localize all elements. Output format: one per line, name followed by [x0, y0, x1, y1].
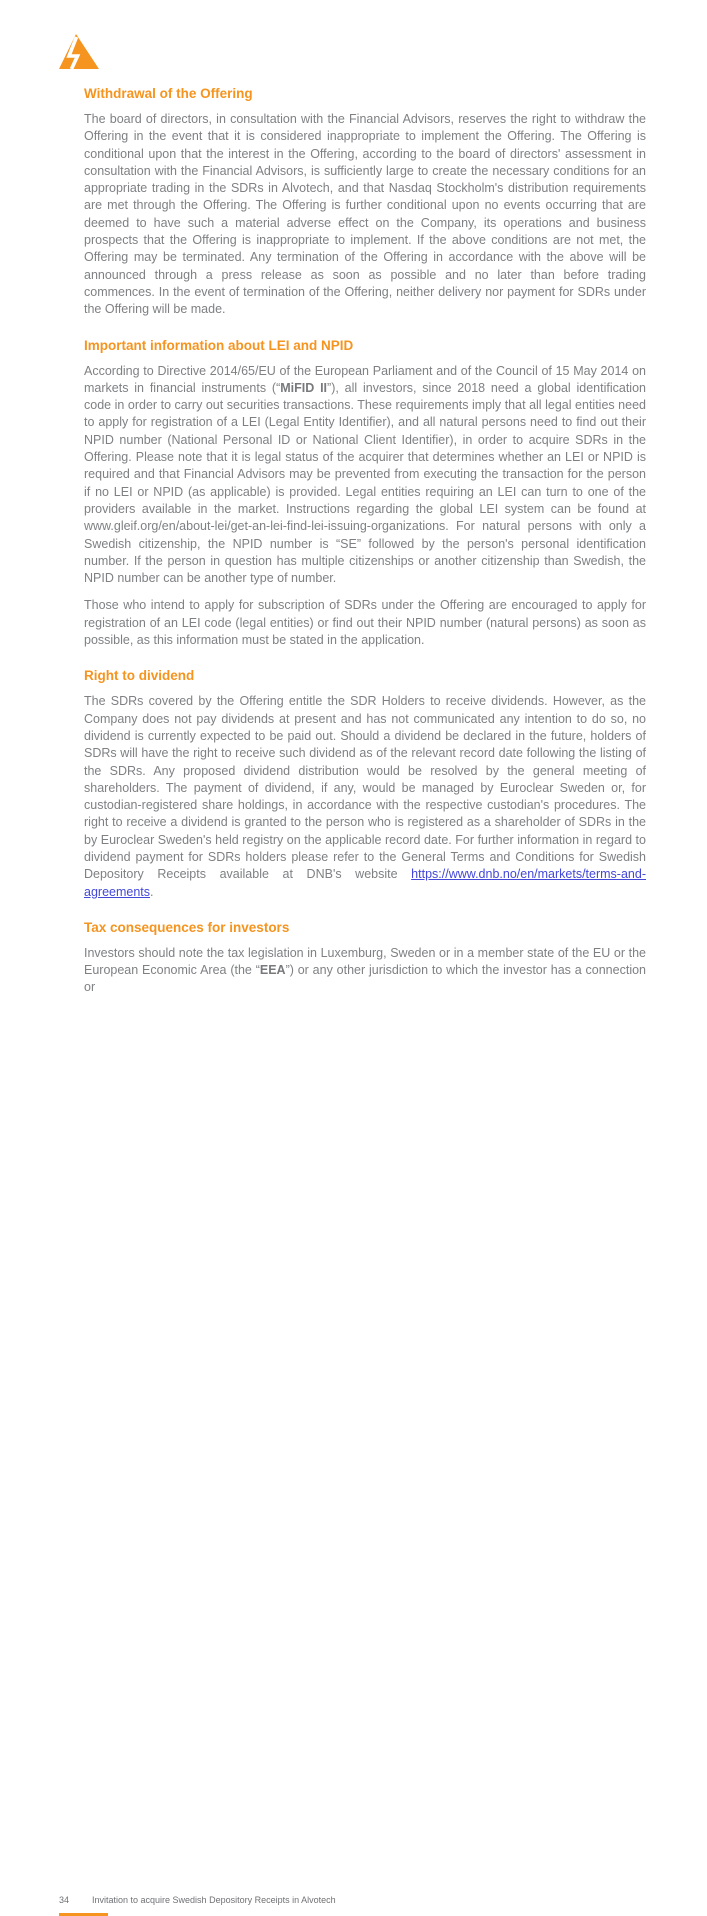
document-section [84, 667, 646, 901]
text-run: The SDRs covered by the Offering entitle the SDR Holders to receive dividends. However, as the Company does not pay dividends at present and has not communicated any intention to do so, no dividend is currently expected to be paid out. Should a dividend be declared in the future, holders of SDRs will have the right to receive such dividend as of the relevant record date following the listing of the SDRs. Any proposed dividend distribution would be resolved by the general meeting of shareholders. The payment of dividend, if any, would be managed by Euroclear Sweden or, for custodian-registered share holdings, in accordance with the respective custodian's procedures. The right to receive a dividend is granted to the person who is registered as a shareholder of SDRs in the by Euroclear Sweden's held registry on the applicable record date. For further information in regard to dividend payment for SDRs holders please refer to the General Terms and Conditions for Swedish Depository Receipts available at DNB's website [84, 694, 646, 882]
document-section [84, 85, 646, 319]
section-heading: Important information about LEI and NPID [84, 337, 354, 353]
document-section [84, 337, 646, 650]
bold-text: MiFID II [280, 380, 328, 395]
section-heading: Tax consequences for investors [84, 919, 290, 935]
page-footer [0, 944, 707, 1905]
dnb-terms-link[interactable]: https://www.dnb.no/en/markets/terms-and-agreements [84, 867, 646, 899]
text-run: Investors should note the tax legislation in Luxemburg, Sweden or in a member state of the EU or the European Economic Area (the “ [84, 945, 646, 978]
content-sections [84, 85, 646, 1007]
text-run: . [150, 884, 154, 899]
text-run: Those who intend to apply for subscription of SDRs under the Offering are encouraged to apply for registration of an LEI code (legal entities) or find out their NPID number (natural persons) as soon as possible, as this information must be stated in the application. [84, 598, 646, 648]
text-run: ”), all investors, since 2018 need a global identification code in order to carry out securities transactions. These requirements imply that all legal entities need to apply for registration of a LEI (Legal Entity Identifier), and all natural persons need to find out their NPID number (National Personal ID or National Client Identifier), in order to acquire SDRs in the Offering. Please note that it is legal status of the acquirer that determines whether an LEI or NPID is required and that Financial Advisors may be prevented from executing the transaction for the person if no LEI or NPID (as applicable) is provided. Legal entities requiring an LEI can turn to one of the providers available in the market. Instructions regarding the global LEI system can be found at www.gleif.org/en/about-lei/get-an-lei-find-lei-issuing-organizations. For natural persons with only a Swedish citizenship, the NPID number is “SE” followed by the person's personal identification number. If the person in question has multiple citizenships or another citizenship than Swedish, the NPID number can be another type of number. [84, 380, 646, 586]
alvotech-logo-icon [57, 33, 101, 71]
footer-page-number: 34 [59, 1895, 70, 1905]
alvotech-logo-triangle [57, 33, 101, 71]
paragraph [84, 597, 646, 649]
section-heading: Withdrawal of the Offering [84, 86, 253, 101]
paragraph [84, 363, 646, 588]
paragraph [84, 111, 646, 319]
text-run: ”) or any other jurisdiction to which the investor has a connection or [84, 963, 646, 995]
footer-document-title: Invitation to acquire Swedish Depository Receipts in Alvotech [92, 1895, 336, 1905]
text-run: The board of directors, in consultation with the Financial Advisors, reserves the right to withdraw the Offering in the event that it is considered inappropriate to implement the Offering. The Offering is conditional upon that the interest in the Offering, according to the board of directors' assessment in consultation with the Financial Advisors, is sufficiently large to create the necessary conditions for an appropriate trading in the SDRs in Alvotech, and that Nasdaq Stockholm's distribution requirements are met through the Offering. The Offering is further conditional upon no events occurring that are deemed to have such a material adverse effect on the Company, its operations and business prospects that the Offering is inappropriate to implement. If the above conditions are not met, the Offering may be terminated. Any termination of the Offering in accordance with the above will be announced through a press release as soon as possible and no later than before trading commences. In the event of termination of the Offering, neither delivery nor payment for SDRs under the Offering will be made. [84, 112, 646, 317]
section-heading: Right to dividend [84, 668, 195, 684]
paragraph [84, 693, 646, 901]
bold-text: EEA [259, 963, 286, 978]
text-run: According to Directive 2014/65/EU of the European Parliament and of the Council of 15 May 2014 on markets in financial instruments (“ [84, 363, 646, 395]
